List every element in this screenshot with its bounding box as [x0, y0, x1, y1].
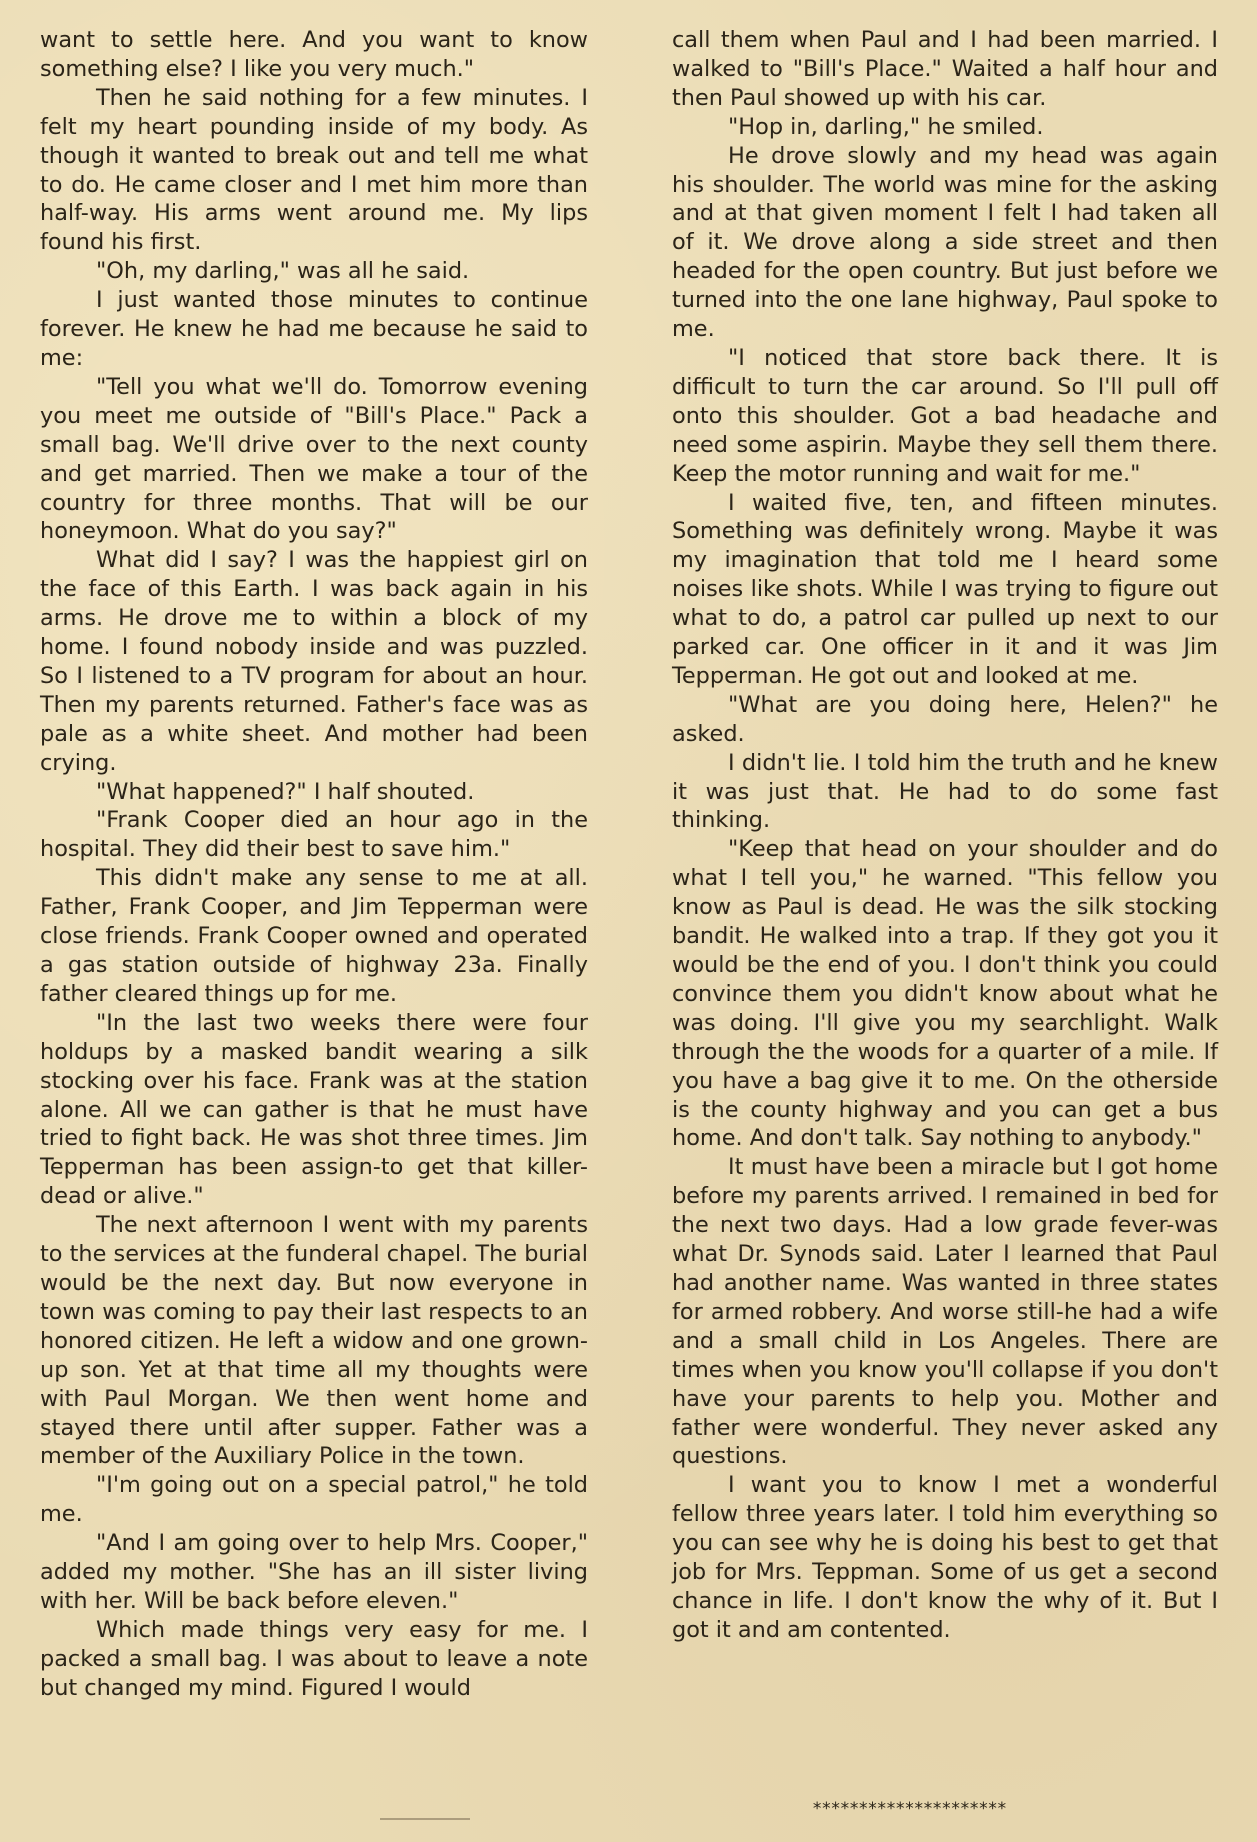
paragraph: "Hop in, darling," he smiled. — [728, 113, 1044, 140]
paragraph: want to settle here. And you want to know something else? I like you very much." — [40, 27, 588, 82]
paragraph: "What are you doing here, Helen?" he asked. — [672, 691, 1218, 747]
paragraph: "Frank Cooper died an hour ago in the hospital. They did their best to save him." — [40, 807, 588, 863]
paragraph: "I noticed that store back there. It is difficult to turn the car around. So I'll pull off onto this shoulder. Got a bad headache and need some aspirin. Maybe they sell them there. Keep the motor running and wait for me." — [672, 344, 1218, 487]
print-smudge — [380, 1818, 470, 1820]
paragraph: Which made things very easy for me. I packed a small bag. I was about to leave a note but changed my mind. Figured I would — [40, 1616, 588, 1701]
paragraph: The next afternoon I went with my parents to the services at the funderal chapel. The burial would be the next day. But now everyone in town was coming to pay their last respects to an honored citizen. He left a widow and one grown-up son. Yet at that time all my thoughts were with Paul Morgan. We then went home and stayed there until after supper. Father was a member of the Auxiliary Police in the town. — [40, 1212, 588, 1470]
right-text-column — [672, 26, 1218, 1645]
paragraph: Then he said nothing for a few minutes. I felt my heart pounding inside of my body. As though it wanted to break out and tell me what to do. He came closer and I met him more than half-way. His arms went around me. My lips found his first. — [40, 84, 588, 256]
paragraph: "What happened?" I half shouted. — [96, 778, 475, 805]
paragraph: I waited five, ten, and fifteen minutes. Something was definitely wrong. Maybe it was my imagination that told me I heard some noises like shots. While I was trying to figure out what to do, a patrol car pulled up next to our parked car. One officer in it and it was Jim Tepperman. He got out and looked at me. — [672, 489, 1218, 689]
story-end-marker: ********************* — [812, 1799, 1006, 1819]
paragraph: I didn't lie. I told him the truth and he knew it was just that. He had to do some fast thinking. — [672, 749, 1218, 834]
paragraph: call them when Paul and I had been married. I walked to "Bill's Place." Waited a half hour and then Paul showed up with his car. — [672, 27, 1218, 111]
paragraph: I want you to know I met a wonderful fellow three years later. I told him everything so you can see why he is doing his best to get that job for Mrs. Teppman. Some of us get a second chance in life. I don't know the why of it. But I got it and am contented. — [672, 1472, 1218, 1643]
left-text-column — [40, 26, 588, 1703]
paragraph: "In the last two weeks there were four holdups by a masked bandit wearing a silk stocking over his face. Frank was at the station alone. All we can gather is that he must have tried to fight back. He was shot three times. Jim Tepperman has been assign-to get that killer-dead or alive." — [40, 1009, 588, 1210]
paragraph: This didn't make any sense to me at all. Father, Frank Cooper, and Jim Tepperman were close friends. Frank Cooper owned and operated a gas station outside of highway 23a. Finally father cleared things up for me. — [40, 865, 588, 1007]
paragraph: I just wanted those minutes to continue forever. He knew he had me because he said to me: — [40, 287, 588, 371]
paragraph: It must have been a miracle but I got home before my parents arrived. I remained in bed for the next two days. Had a low grade fever-was what Dr. Synods said. Later I learned that Paul had another name. Was wanted in three states for armed robbery. And worse still-he had a wife and a small child in Los Angeles. There are times when you know you'll collapse if you don't have your parents to help you. Mother and father were wonderful. They never asked any questions. — [672, 1154, 1218, 1470]
paragraph: What did I say? I was the happiest girl on the face of this Earth. I was back again in his arms. He drove me to within a block of my home. I found nobody inside and was puzzled. So I listened to a TV program for about an hour. Then my parents returned. Father's face was as pale as a white sheet. And mother had been crying. — [40, 547, 588, 776]
paragraph: "And I am going over to help Mrs. Cooper," added my mother. "She has an ill sister living with her. Will be back before eleven." — [40, 1530, 588, 1614]
paragraph: "Keep that head on your shoulder and do what I tell you," he warned. "This fellow you know as Paul is dead. He was the silk stocking bandit. He walked into a trap. If they got you it would be the end of you. I don't think you could convince them you didn't know about what he was doing. I'll give you my searchlight. Walk through the the woods for a quarter of a mile. If you have a bag give it to me. On the otherside is the county highway and you can get a bus home. And don't talk. Say nothing to anybody." — [672, 836, 1218, 1152]
paragraph: "I'm going out on a special patrol," he told me. — [40, 1472, 588, 1528]
paragraph: "Tell you what we'll do. Tomorrow evening you meet me outside of "Bill's Place." Pack a small bag. We'll drive over to the next county and get married. Then we make a tour of the country for three months. That will be our honeymoon. What do you say?" — [40, 373, 588, 545]
paragraph: He drove slowly and my head was again his shoulder. The world was mine for the asking and at that given moment I felt I had taken all of it. We drove along a side street and then headed for the open country. But just before we turned into the one lane highway, Paul spoke to me. — [672, 142, 1218, 343]
paragraph: "Oh, my darling," was all he said. — [96, 258, 470, 285]
